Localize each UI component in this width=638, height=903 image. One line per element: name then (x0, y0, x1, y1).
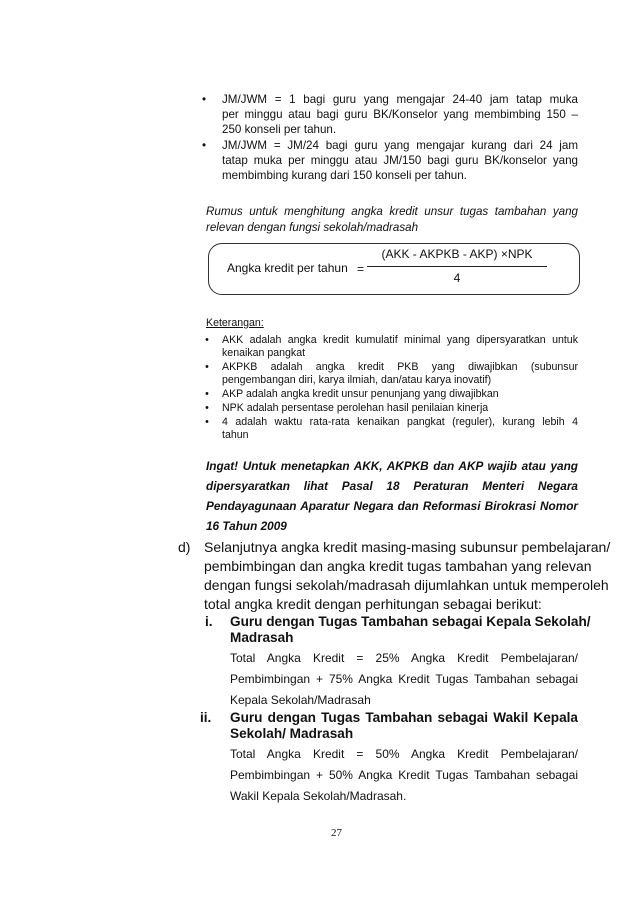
fraction-bar (367, 266, 547, 267)
keterangan-item-5-line-2: tahun (222, 429, 249, 441)
bullet-icon: • (201, 139, 207, 152)
page-number: 27 (331, 827, 342, 839)
bullet-icon: • (205, 388, 209, 400)
bullet-icon: • (205, 402, 209, 414)
top-bullet-1-line-3: 250 konseli per tahun. (222, 123, 337, 136)
keterangan-title: Keterangan: (206, 317, 264, 329)
formula-denominator: 4 (453, 271, 461, 285)
sub-item-i-title-line-2: Madrasah (230, 630, 294, 645)
rumus-intro-line-2: relevan dengan fungsi sekolah/madrasah (206, 221, 419, 234)
bullet-icon: • (205, 416, 209, 428)
formula-lhs: Angka kredit per tahun (227, 261, 348, 275)
sub-item-i-marker: i. (205, 614, 213, 629)
ingat-line-4: 16 Tahun 2009 (206, 519, 287, 533)
keterangan-item-3-line-1: AKP adalah angka kredit unsur penunjang yang diwajibkan (222, 388, 499, 400)
ingat-line-1: Ingat! Untuk menetapkan AKK, AKPKB dan AKP wajib atau yang (206, 459, 578, 473)
keterangan-item-2-line-1: AKPKB adalah angka kredit PKB yang diwajibkan (subunsur (222, 361, 578, 373)
ingat-line-2: dipersyaratkan lihat Pasal 18 Peraturan Menteri Negara (206, 479, 578, 493)
top-bullet-1-line-1: JM/JWM = 1 bagi guru yang mengajar 24-40 jam tatap muka (222, 93, 578, 106)
top-bullet-2-line-2: tatap muka per minggu atau JM/150 bagi guru BK/konselor yang (222, 154, 578, 167)
sub-item-ii-marker: ii. (200, 710, 212, 725)
formula-numerator: (AKK - AKPKB - AKP) ×NPK (381, 247, 533, 261)
sub-item-ii-body-line-2: Pembimbingan + 50% Angka Kredit Tugas Tambahan sebagai (230, 768, 578, 782)
keterangan-item-1-line-2: kenaikan pangkat (222, 347, 306, 359)
point-d-line-1: Selanjutnya angka kredit masing-masing subunsur pembelajaran/ (204, 539, 611, 555)
sub-item-i-body-line-1: Total Angka Kredit = 25% Angka Kredit Pembelajaran/ (230, 651, 578, 665)
bullet-icon: • (205, 361, 209, 373)
top-bullet-1-line-2: per minggu atau bagi guru BK/Konselor yang membimbing 150 – (222, 108, 578, 121)
point-d-line-2: pembimbingan dan angka kredit tugas tambahan yang relevan (204, 558, 592, 574)
keterangan-item-1-line-1: AKK adalah angka kredit kumulatif minimal yang dipersyaratkan untuk (222, 334, 578, 346)
formula-equals: = (357, 262, 365, 276)
rumus-intro-line-1: Rumus untuk menghitung angka kredit unsur tugas tambahan yang (206, 205, 578, 218)
top-bullet-2-line-3: membimbing kurang dari 150 konseli per tahun. (222, 169, 467, 182)
sub-item-i-body-line-3: Kepala Sekolah/Madrasah (230, 693, 371, 707)
sub-item-i-title-line-1: Guru dengan Tugas Tambahan sebagai Kepala Sekolah/ (230, 614, 591, 629)
sub-item-ii-title-line-1: Guru dengan Tugas Tambahan sebagai Wakil Kepala (230, 710, 578, 725)
top-bullet-2-line-1: JM/JWM = JM/24 bagi guru yang mengajar kurang dari 24 jam (222, 139, 578, 152)
sub-item-ii-body-line-3: Wakil Kepala Sekolah/Madrasah. (230, 789, 407, 803)
point-d-marker: d) (178, 539, 191, 555)
bullet-icon: • (205, 334, 209, 346)
sub-item-ii-title-line-2: Sekolah/ Madrasah (230, 726, 354, 741)
formula-box (208, 243, 580, 295)
keterangan-item-4-line-1: NPK adalah persentase perolehan hasil penilaian kinerja (222, 402, 489, 414)
bullet-icon: • (201, 93, 207, 106)
point-d-line-4: total angka kredit dengan perhitungan sebagai berikut: (204, 596, 542, 612)
keterangan-item-5-line-1: 4 adalah waktu rata-rata kenaikan pangkat (reguler), kurang lebih 4 (222, 416, 578, 428)
ingat-line-3: Pendayagunaan Aparatur Negara dan Reformasi Birokrasi Nomor (206, 499, 578, 513)
sub-item-i-body-line-2: Pembimbingan + 75% Angka Kredit Tugas Tambahan sebagai (230, 672, 578, 686)
keterangan-item-2-line-2: pengembangan diri, karya ilmiah, dan/atau karya inovatif) (222, 374, 492, 386)
point-d-line-3: dengan fungsi sekolah/madrasah dijumlahkan untuk memperoleh (204, 577, 609, 593)
sub-item-ii-body-line-1: Total Angka Kredit = 50% Angka Kredit Pembelajaran/ (230, 747, 578, 761)
